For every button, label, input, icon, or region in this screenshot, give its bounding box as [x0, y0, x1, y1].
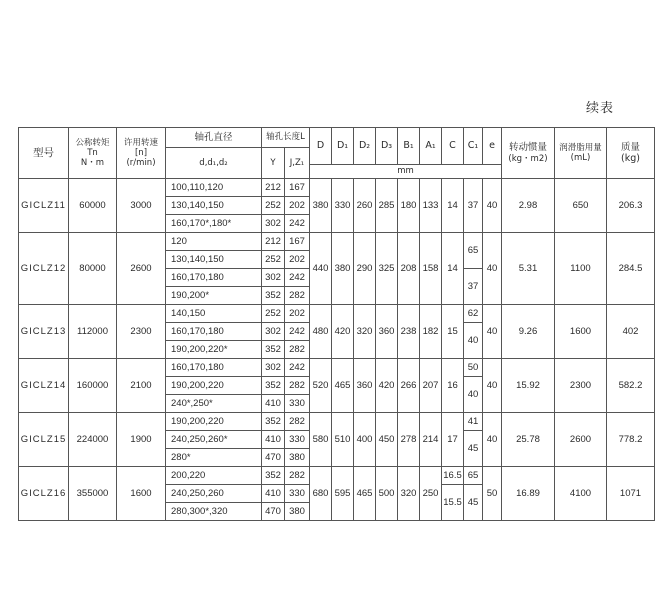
inertia-cell: 2.98 [502, 179, 555, 233]
length-jz-cell: 282 [285, 377, 310, 395]
torque-cell: 160000 [69, 359, 117, 413]
c1-value: 37 [464, 269, 483, 305]
length-jz-cell: 242 [285, 215, 310, 233]
length-y-cell: 410 [262, 485, 285, 503]
length-jz-cell: 202 [285, 251, 310, 269]
bore-diameter-cell: 280* [166, 449, 262, 467]
dim-e-cell: 40 [483, 305, 502, 359]
header-bore-sub: d,d₁,d₂ [166, 148, 262, 179]
bore-diameter-cell: 240,250,260* [166, 431, 262, 449]
bore-diameter-cell: 130,140,150 [166, 197, 262, 215]
bore-diameter-cell: 280,300*,320 [166, 503, 262, 521]
dim-d-cell: 440 [310, 233, 332, 305]
header-inertia [502, 128, 555, 179]
header-C: C [442, 128, 464, 165]
header-C1: C₁ [464, 128, 483, 165]
dim-d-cell: 480 [310, 305, 332, 359]
header-speed-l2: [n] [134, 147, 148, 158]
dim-e-cell: 40 [483, 413, 502, 467]
length-jz-cell: 167 [285, 179, 310, 197]
dim-a1-cell: 182 [420, 305, 442, 359]
dim-d2-cell: 360 [354, 359, 376, 413]
grease-cell: 650 [555, 179, 607, 233]
dim-b1-cell: 208 [398, 233, 420, 305]
dim-d3-cell: 420 [376, 359, 398, 413]
dim-d1-cell: 510 [332, 413, 354, 467]
c-value: 16 [442, 359, 464, 413]
dim-b1-cell: 238 [398, 305, 420, 359]
dim-a1-cell: 133 [420, 179, 442, 233]
bore-diameter-cell: 200,220 [166, 467, 262, 485]
grease-cell: 2300 [555, 359, 607, 413]
dim-d2-cell: 290 [354, 233, 376, 305]
header-e: e [483, 128, 502, 165]
length-jz-cell: 242 [285, 323, 310, 341]
header-torque [69, 128, 117, 179]
length-jz-cell: 330 [285, 431, 310, 449]
bore-diameter-cell: 190,200* [166, 287, 262, 305]
length-jz-cell: 202 [285, 197, 310, 215]
c-value: 15.5 [442, 485, 464, 521]
length-y-cell: 302 [262, 215, 285, 233]
length-jz-cell: 242 [285, 269, 310, 287]
dim-a1-cell: 207 [420, 359, 442, 413]
header-D1: D₁ [332, 128, 354, 165]
length-y-cell: 252 [262, 197, 285, 215]
continued-label: 续表 [586, 101, 615, 116]
spec-table-body [19, 128, 655, 521]
dim-d2-cell: 465 [354, 467, 376, 521]
torque-cell: 112000 [69, 305, 117, 359]
inertia-cell: 15.92 [502, 359, 555, 413]
model-cell: GICLZ13 [19, 305, 69, 359]
inertia-cell: 5.31 [502, 233, 555, 305]
header-mass-l1: 质量 [620, 141, 640, 153]
dim-d1-cell: 380 [332, 233, 354, 305]
header-len-y: Y [262, 148, 285, 179]
torque-cell: 80000 [69, 233, 117, 305]
dim-d1-cell: 330 [332, 179, 354, 233]
header-bore: 轴孔直径 [166, 128, 262, 148]
grease-cell: 2600 [555, 413, 607, 467]
table-row [19, 179, 655, 197]
length-jz-cell: 202 [285, 305, 310, 323]
length-jz-cell: 282 [285, 341, 310, 359]
dim-d2-cell: 400 [354, 413, 376, 467]
header-torque-l2: Tn [87, 147, 98, 158]
dim-d3-cell: 360 [376, 305, 398, 359]
dim-a1-cell: 158 [420, 233, 442, 305]
dim-d1-cell: 420 [332, 305, 354, 359]
bore-diameter-cell: 240*,250* [166, 395, 262, 413]
header-D3: D₃ [376, 128, 398, 165]
dim-e-cell: 40 [483, 233, 502, 305]
bore-diameter-cell: 120 [166, 233, 262, 251]
table-row [19, 233, 655, 251]
grease-cell: 1100 [555, 233, 607, 305]
coupling-spec-table [18, 127, 655, 521]
mass-cell: 284.5 [607, 233, 655, 305]
length-y-cell: 352 [262, 413, 285, 431]
inertia-cell: 25.78 [502, 413, 555, 467]
torque-cell: 60000 [69, 179, 117, 233]
header-inertia-l2: (kg・m2) [508, 153, 548, 164]
length-y-cell: 302 [262, 359, 285, 377]
torque-cell: 355000 [69, 467, 117, 521]
header-A1: A₁ [420, 128, 442, 165]
mass-cell: 582.2 [607, 359, 655, 413]
c1-value: 40 [464, 377, 483, 413]
length-y-cell: 252 [262, 305, 285, 323]
header-mass-l2: (kg) [621, 153, 640, 164]
dim-e-cell: 40 [483, 359, 502, 413]
length-y-cell: 470 [262, 449, 285, 467]
dim-e-cell: 50 [483, 467, 502, 521]
header-row-1 [19, 128, 655, 148]
speed-cell: 3000 [117, 179, 166, 233]
speed-cell: 2600 [117, 233, 166, 305]
bore-diameter-cell: 190,200,220 [166, 377, 262, 395]
header-grease [555, 128, 607, 179]
length-y-cell: 352 [262, 287, 285, 305]
length-y-cell: 252 [262, 251, 285, 269]
header-speed-l3: (r/min) [126, 158, 156, 169]
header-grease-l2: (mL) [570, 153, 591, 163]
length-jz-cell: 282 [285, 467, 310, 485]
c1-value: 65 [464, 233, 483, 269]
length-jz-cell: 167 [285, 233, 310, 251]
c1-value: 50 [464, 359, 483, 377]
dim-b1-cell: 320 [398, 467, 420, 521]
dim-d-cell: 580 [310, 413, 332, 467]
bore-diameter-cell: 160,170*,180* [166, 215, 262, 233]
speed-cell: 1600 [117, 467, 166, 521]
grease-cell: 4100 [555, 467, 607, 521]
mass-cell: 206.3 [607, 179, 655, 233]
length-y-cell: 212 [262, 179, 285, 197]
length-jz-cell: 380 [285, 503, 310, 521]
c1-value: 40 [464, 323, 483, 359]
bore-diameter-cell: 160,170,180 [166, 323, 262, 341]
header-unit-mm: mm [310, 165, 502, 179]
table-row [19, 467, 655, 485]
dim-d3-cell: 500 [376, 467, 398, 521]
bore-diameter-cell: 140,150 [166, 305, 262, 323]
c1-value: 45 [464, 485, 483, 521]
header-torque-l3: N・m [80, 158, 105, 169]
header-grease-l1: 润滑脂用量 [559, 142, 602, 153]
header-model: 型号 [19, 128, 69, 179]
length-y-cell: 352 [262, 467, 285, 485]
mass-cell: 1071 [607, 467, 655, 521]
bore-diameter-cell: 160,170,180 [166, 359, 262, 377]
length-y-cell: 302 [262, 269, 285, 287]
length-jz-cell: 282 [285, 413, 310, 431]
header-mass [607, 128, 655, 179]
model-cell: GICLZ12 [19, 233, 69, 305]
c1-value: 37 [464, 179, 483, 233]
dim-d-cell: 520 [310, 359, 332, 413]
bore-diameter-cell: 240,250,260 [166, 485, 262, 503]
bore-diameter-cell: 130,140,150 [166, 251, 262, 269]
bore-diameter-cell: 160,170,180 [166, 269, 262, 287]
dim-d1-cell: 595 [332, 467, 354, 521]
model-cell: GICLZ16 [19, 467, 69, 521]
length-y-cell: 410 [262, 395, 285, 413]
dim-b1-cell: 278 [398, 413, 420, 467]
table-row [19, 359, 655, 377]
length-jz-cell: 282 [285, 287, 310, 305]
header-length: 轴孔长度L [262, 128, 310, 148]
dim-d2-cell: 320 [354, 305, 376, 359]
dim-b1-cell: 180 [398, 179, 420, 233]
model-cell: GICLZ11 [19, 179, 69, 233]
header-torque-l1: 公称转矩 [75, 137, 110, 148]
inertia-cell: 16.89 [502, 467, 555, 521]
dim-d2-cell: 260 [354, 179, 376, 233]
bore-diameter-cell: 100,110,120 [166, 179, 262, 197]
length-jz-cell: 330 [285, 485, 310, 503]
length-y-cell: 352 [262, 377, 285, 395]
length-y-cell: 302 [262, 323, 285, 341]
dim-d1-cell: 465 [332, 359, 354, 413]
dim-e-cell: 40 [483, 179, 502, 233]
c-value: 15 [442, 305, 464, 359]
dim-d-cell: 680 [310, 467, 332, 521]
dim-d3-cell: 285 [376, 179, 398, 233]
length-jz-cell: 330 [285, 395, 310, 413]
inertia-cell: 9.26 [502, 305, 555, 359]
bore-diameter-cell: 190,200,220 [166, 413, 262, 431]
speed-cell: 2100 [117, 359, 166, 413]
length-y-cell: 212 [262, 233, 285, 251]
c-value: 16.5 [442, 467, 464, 485]
header-inertia-l1: 转动惯量 [508, 142, 547, 154]
dim-a1-cell: 214 [420, 413, 442, 467]
table-row [19, 413, 655, 431]
model-cell: GICLZ14 [19, 359, 69, 413]
dim-d-cell: 380 [310, 179, 332, 233]
header-D: D [310, 128, 332, 165]
grease-cell: 1600 [555, 305, 607, 359]
mass-cell: 778.2 [607, 413, 655, 467]
length-y-cell: 470 [262, 503, 285, 521]
length-y-cell: 352 [262, 341, 285, 359]
dim-d3-cell: 450 [376, 413, 398, 467]
header-D2: D₂ [354, 128, 376, 165]
c1-value: 65 [464, 467, 483, 485]
c-value: 14 [442, 233, 464, 305]
c-value: 17 [442, 413, 464, 467]
dim-a1-cell: 250 [420, 467, 442, 521]
c1-value: 41 [464, 413, 483, 431]
speed-cell: 2300 [117, 305, 166, 359]
header-B1: B₁ [398, 128, 420, 165]
c1-value: 62 [464, 305, 483, 323]
model-cell: GICLZ15 [19, 413, 69, 467]
header-speed [117, 128, 166, 179]
speed-cell: 1900 [117, 413, 166, 467]
header-len-jz: J,Z₁ [285, 148, 310, 179]
mass-cell: 402 [607, 305, 655, 359]
c-value: 14 [442, 179, 464, 233]
bore-diameter-cell: 190,200,220* [166, 341, 262, 359]
dim-d3-cell: 325 [376, 233, 398, 305]
length-jz-cell: 380 [285, 449, 310, 467]
dim-b1-cell: 266 [398, 359, 420, 413]
torque-cell: 224000 [69, 413, 117, 467]
table-row [19, 305, 655, 323]
length-y-cell: 410 [262, 431, 285, 449]
c1-value: 45 [464, 431, 483, 467]
length-jz-cell: 242 [285, 359, 310, 377]
header-speed-l1: 许用转速 [123, 137, 158, 148]
